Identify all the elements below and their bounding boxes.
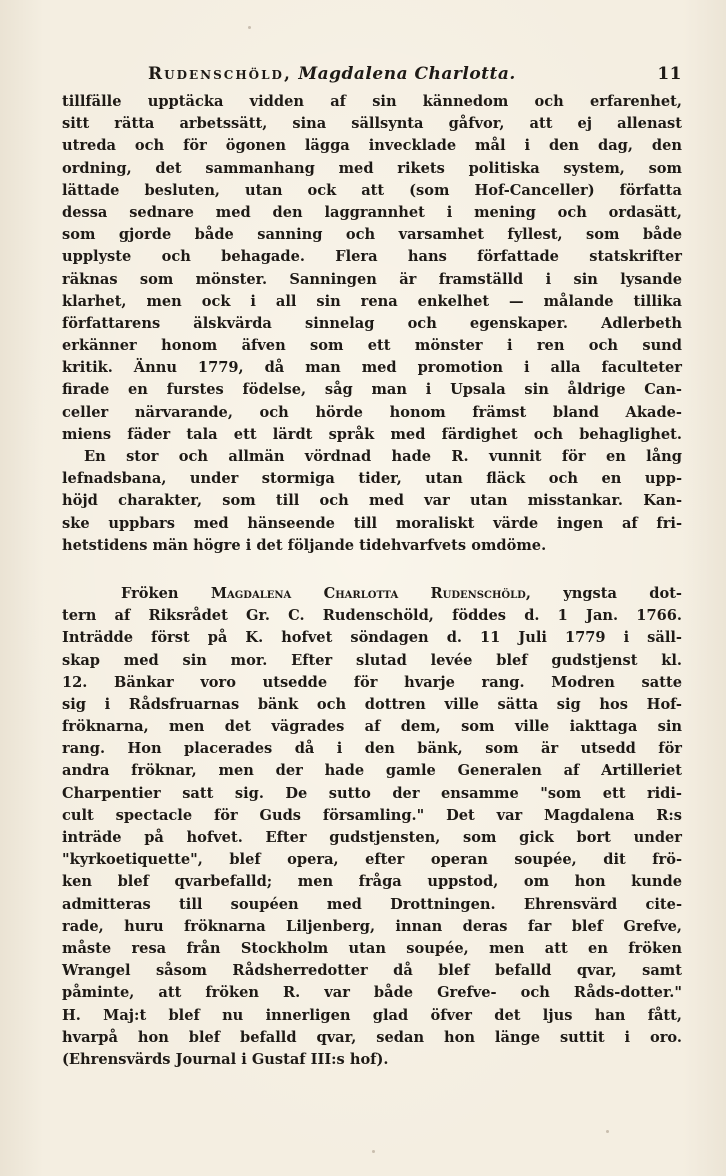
text-line: räknas som mönster. Sanningen är framställd i sin lysande bbox=[62, 270, 682, 288]
text-line: författarens älskvärda sinnelag och egenskaper. Adlerbeth bbox=[62, 314, 682, 332]
text-line: skap med sin mor. Efter slutad levée blef gudstjenst kl. bbox=[62, 651, 682, 669]
text-line: klarhet, men ock i all sin rena enkelhet — målande tillika bbox=[62, 292, 682, 310]
intro-start: Fröken bbox=[121, 584, 211, 602]
paper-speck bbox=[372, 1150, 375, 1153]
running-head bbox=[148, 64, 682, 94]
text-line: H. Maj:t blef nu innerligen glad öfver det ljus han fått, bbox=[62, 1006, 682, 1024]
paper-speck bbox=[606, 1130, 609, 1133]
text-line: sitt rätta arbetssätt, sina sällsynta gåfvor, att ej allenast bbox=[62, 115, 682, 133]
text-line: Wrangel såsom Rådsherredotter då blef befalld qvar, samt bbox=[62, 962, 682, 980]
text-line: Inträdde först på K. hofvet söndagen d. 11 Juli 1779 i säll- bbox=[62, 629, 682, 647]
text-line: erkänner honom äfven som ett mönster i ren och sund bbox=[62, 337, 682, 355]
paragraph-2-first-line bbox=[62, 583, 682, 605]
text-line: tern af Riksrådet Gr. C. Rudenschöld, föddes d. 1 Jan. 1766. bbox=[62, 607, 682, 625]
text-line: måste resa från Stockholm utan soupée, men att en fröken bbox=[62, 939, 682, 957]
text-line: ske uppbars med hänseende till moraliskt värde ingen af fri- bbox=[62, 514, 682, 532]
text-line: som gjorde både sanning och varsamhet fyllest, som både bbox=[62, 226, 682, 244]
text-line: tillfälle upptäcka vidden af sin kännedom och erfarenhet, bbox=[62, 93, 682, 110]
text-line: upplyste och behagade. Flera hans författade statskrifter bbox=[62, 248, 682, 266]
text-line: andra fröknar, men der hade gamle Generalen af Artilleriet bbox=[62, 762, 682, 780]
text-line: sig i Rådsfruarnas bänk och dottren ville sätta sig hos Hof- bbox=[62, 695, 682, 713]
text-line: rade, huru fröknarna Liljenberg, innan deras far blef Grefve, bbox=[62, 917, 682, 935]
paragraph-2 bbox=[62, 583, 682, 1071]
text-line: 12. Bänkar voro utsedde för hvarje rang. Modren satte bbox=[62, 673, 682, 691]
text-line: hvarpå hon blef befalld qvar, sedan hon länge suttit i oro. bbox=[62, 1028, 682, 1046]
text-line: dessa sednare med den laggrannhet i mening och ordasätt, bbox=[62, 203, 682, 221]
text-line: hetstidens män högre i det följande tidehvarfvets omdöme. bbox=[62, 536, 547, 554]
text-line: utreda och för ögonen lägga invecklade mål i den dag, den bbox=[62, 137, 682, 155]
intro-name: Magdalena Charlotta Rudenschöld bbox=[210, 584, 526, 602]
text-line: En stor och allmän vördnad hade R. vunnit för en lång bbox=[84, 448, 682, 465]
text-line: "kyrkoetiquette", blef opera, efter operan soupée, dit frö- bbox=[62, 851, 682, 869]
text-line: firade en furstes födelse, såg man i Upsala sin åldrige Can- bbox=[62, 381, 682, 399]
text-line: rang. Hon placerades då i den bänk, som är utsedd för bbox=[62, 740, 682, 758]
text-line: fröknarna, men det vägrades af dem, som ville iakttaga sin bbox=[62, 718, 682, 736]
page-number: 11 bbox=[657, 64, 682, 84]
text-line: admitteras till soupéen med Drottningen. Ehrensvärd cite- bbox=[62, 895, 682, 913]
paper-speck bbox=[248, 26, 251, 29]
paragraph-gap bbox=[62, 557, 682, 583]
text-line: miens fäder tala ett lärdt språk med färdighet och behaglighet. bbox=[62, 425, 682, 443]
paragraph-1 bbox=[62, 91, 682, 557]
text-line: (Ehrensvärds Journal i Gustaf III:s hof). bbox=[62, 1050, 389, 1068]
text-line: påminte, att fröken R. var både Grefve- och Råds-dotter." bbox=[62, 984, 682, 1002]
text-line: höjd charakter, som till och med var utan misstankar. Kan- bbox=[62, 492, 682, 510]
text-line: Charpentier satt sig. De sutto der ensamme "som ett ridi- bbox=[62, 784, 682, 802]
text-line: lefnadsbana, under stormiga tider, utan fläck och en upp- bbox=[62, 470, 682, 488]
text-line: celler närvarande, och hörde honom främst bland Akade- bbox=[62, 403, 682, 421]
intro-end: , yngsta dot- bbox=[525, 584, 682, 602]
text-line: cult spectacle för Guds församling." Det var Magdalena R:s bbox=[62, 806, 682, 824]
text-line: ordning, det sammanhang med rikets politiska system, som bbox=[62, 159, 682, 177]
text-line: kritik. Ännu 1779, då man med promotion i alla faculteter bbox=[62, 359, 682, 377]
text-line: inträde på hofvet. Efter gudstjensten, som gick bort under bbox=[62, 829, 682, 846]
text-line: lättade besluten, utan ock att (som Hof-Canceller) författa bbox=[62, 181, 682, 199]
running-head-work: Magdalena Charlotta. bbox=[298, 64, 516, 84]
text-line: ken blef qvarbefalld; men fråga uppstod, om hon kunde bbox=[62, 873, 682, 891]
body-text bbox=[62, 91, 682, 1071]
running-head-name: Rudenschöld, bbox=[148, 64, 292, 84]
